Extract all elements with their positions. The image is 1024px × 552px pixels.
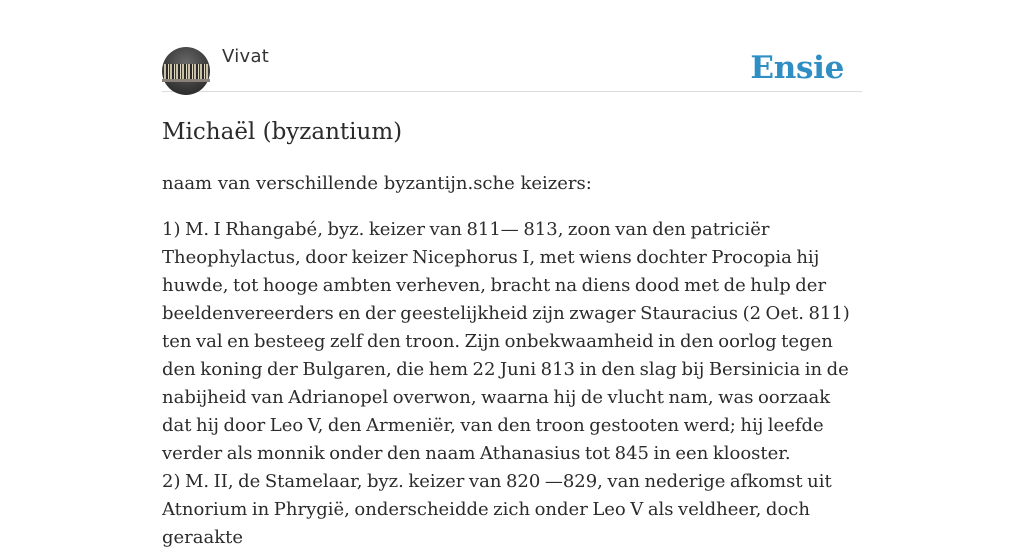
article-subtitle: naam van verschillende byzantijn.sche keizers: (162, 173, 592, 194)
header (162, 0, 862, 92)
shelf-decoration (162, 79, 210, 82)
page (162, 0, 862, 552)
article-title: Michaël (byzantium) (162, 119, 403, 145)
bookshelf-icon (164, 64, 208, 79)
avatar[interactable] (162, 47, 210, 95)
username-link[interactable]: Vivat (222, 46, 270, 67)
article-body: 1) M. I Rhangabé, byz. keizer van 811— 813, zoon van den patriciër Theophylactus, door keizer Nicephorus I, met wiens dochter Procopia hij huwde, tot hooge ambten verheven, bracht na diens dood met de hulp der beeldenvereerders en der geestelijkheid zijn zwager Stauracius (2 Oet. 811) ten val en besteeg zelf den troon. Zijn onbekwaamheid in den oorlog tegen den koning der Bulgaren, die hem 22 Juni 813 in den slag bij Bersinicia in de nabijheid van Adrianopel overwon, waarna hij de vlucht nam, was oorzaak dat hij door Leo V, den Armeniër, van den troon gestooten werd; hij leefde verder als monnik onder den naam Athanasius tot 845 in een klooster. 2) M. II, de Stamelaar, byz. keizer van 820 —829, van nederige afkomst uit Atnorium in Phrygië, onderscheidde zich onder Leo V als veldheer, doch geraakte (162, 219, 850, 548)
ensie-logo[interactable]: Ensie (750, 50, 844, 86)
